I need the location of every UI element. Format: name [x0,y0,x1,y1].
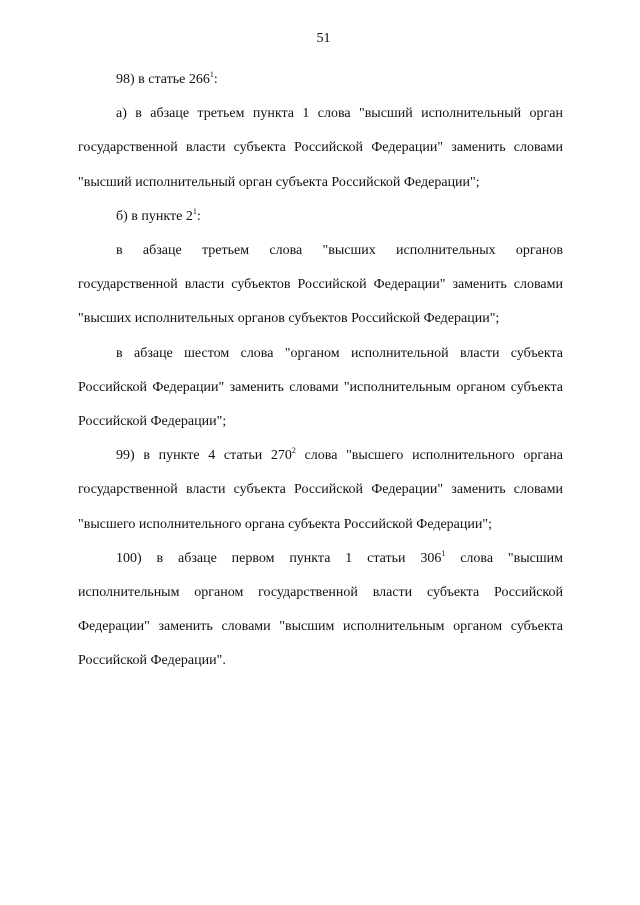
superscript: 2 [291,446,296,456]
superscript: 1 [209,70,214,79]
page-number: 51 [316,31,331,46]
superscript: 1 [192,206,197,216]
document-page [78,30,563,679]
paragraph-100-tail: слова "высшим исполнительным органом государственной власти субъекта Российской Федерации" заменить словами "высшим исполнительным органом субъекта Российской Федерации". [78,550,563,669]
paragraph-98b-2: в абзаце шестом слова "органом исполнительной власти субъекта Российской Федерации" заменить словами "исполнительным органом субъекта Российской Федерации"; [78,345,563,430]
paragraph-98-text: 98) в статье 266 [116,72,210,87]
paragraph-98b-text: б) в пункте 2 [116,208,193,224]
superscript: 1 [441,548,446,558]
paragraph-99-text: 99) в пункте 4 статьи 270 [116,448,292,464]
paragraph-98b [78,200,563,234]
paragraph-100 [78,542,563,679]
paragraph-98b-tail: : [196,208,201,224]
paragraph-98b-1: в абзаце третьем слова "высших исполнительных органов государственной власти субъектов Российской Федерации" заменить словами "высших исполнительных органов субъектов Российской Федерации"; [78,243,563,327]
paragraph-98a: а) в абзаце третьем пункта 1 слова "высший исполнительный орган государственной власти субъекта Российской Федерации" заменить словами "высший исполнительный орган субъекта Российской Федерации"; [78,106,563,190]
paragraph-98-tail: : [213,72,218,87]
paragraph-98 [78,63,563,97]
paragraph-99-tail: слова "высшего исполнительного органа государственной власти субъекта Российской Федерации" заменить словами "высшего исполнительного органа субъекта Российской Федерации"; [78,448,563,532]
paragraph-100-text: 100) в абзаце первом пункта 1 статьи 306 [116,550,442,566]
paragraph-99 [78,439,563,542]
